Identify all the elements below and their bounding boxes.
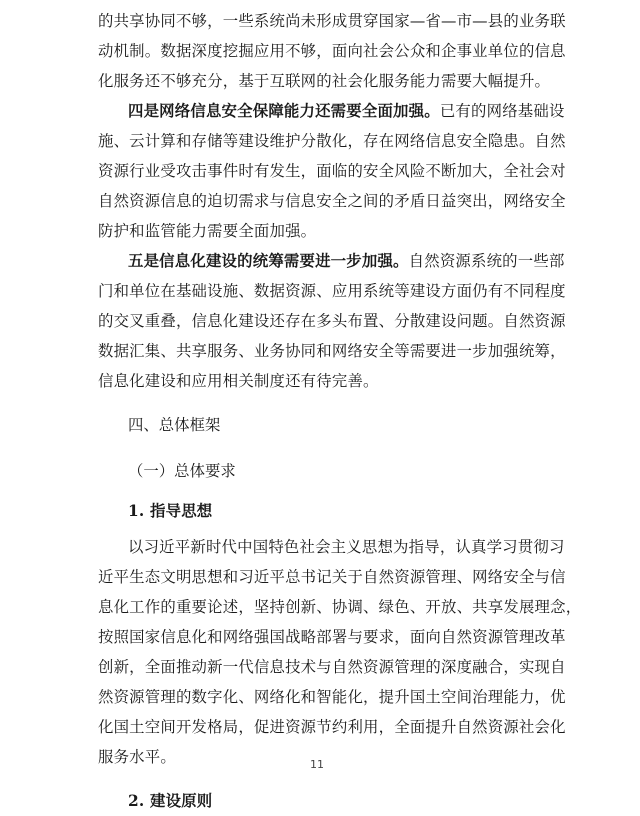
text-line: 近平生态文明思想和习近平总书记关于自然资源管理、网络安全与信 [98, 568, 566, 586]
text-line: 自然资源信息的迫切需求与信息安全之间的矛盾日益突出，网络安全 [98, 192, 566, 210]
paragraph-guiding-thought [98, 532, 582, 772]
text-line: 施、云计算和存储等建设维护分散化，存在网络信息安全隐患。自然 [98, 132, 566, 150]
text-line: 化服务还不够充分，基于互联网的社会化服务能力需要大幅提升。 [98, 72, 551, 90]
paragraph-coordination [98, 246, 566, 396]
text-line: 的交叉重叠，信息化建设还存在多头布置、分散建设问题。自然资源 [98, 312, 566, 330]
text-line: 信息化建设和应用相关制度还有待完善。 [98, 372, 379, 390]
lead-rest: 已有的网络基础设 [439, 102, 565, 120]
text-line: 数据汇集、共享服务、业务协同和网络安全等需要进一步加强统筹， [98, 342, 566, 360]
bold-lead: 四是网络信息安全保障能力还需要全面加强。 [128, 102, 440, 120]
item-2-heading: 2. 建设原则 [128, 792, 213, 810]
item-1-heading: 1. 指导思想 [128, 502, 213, 520]
bold-lead: 五是信息化建设的统筹需要进一步加强。 [128, 252, 409, 270]
section-heading: 四、总体框架 [128, 416, 221, 434]
text-line: 化国土空间开发格局，促进资源节约利用，全面提升自然资源社会化 [98, 718, 566, 736]
text-line: 的共享协同不够，一些系统尚未形成贯穿国家—省—市—县的业务联 [98, 12, 566, 30]
paragraph-sharing-issues [98, 6, 566, 96]
page-number: 11 [310, 758, 324, 771]
subsection-heading: （一）总体要求 [128, 462, 236, 480]
text-line: 然资源管理的数字化、网络化和智能化，提升国土空间治理能力，优 [98, 688, 566, 706]
document-page [98, 6, 582, 816]
text-line: 防护和监管能力需要全面加强。 [98, 222, 317, 240]
text-line: 动机制。数据深度挖掘应用不够，面向社会公众和企事业单位的信息 [98, 42, 566, 60]
text-line: 资源行业受攻击事件时有发生，面临的安全风险不断加大，全社会对 [98, 162, 566, 180]
text-line: 服务水平。 [98, 748, 176, 766]
text-line: 息化工作的重要论述，坚持创新、协调、绿色、开放、共享发展理念， [98, 598, 582, 616]
text-line: 按照国家信息化和网络强国战略部署与要求，面向自然资源管理改革 [98, 628, 566, 646]
text-line: 创新，全面推动新一代信息技术与自然资源管理的深度融合，实现自 [98, 658, 566, 676]
paragraph-security [98, 96, 566, 246]
text-line: 以习近平新时代中国特色社会主义思想为指导，认真学习贯彻习 [128, 538, 565, 556]
text-line [98, 96, 565, 126]
text-line: 门和单位在基础设施、数据资源、应用系统等建设方面仍有不同程度 [98, 282, 566, 300]
lead-rest: 自然资源系统的一些部 [408, 252, 565, 270]
text-line [98, 246, 565, 276]
